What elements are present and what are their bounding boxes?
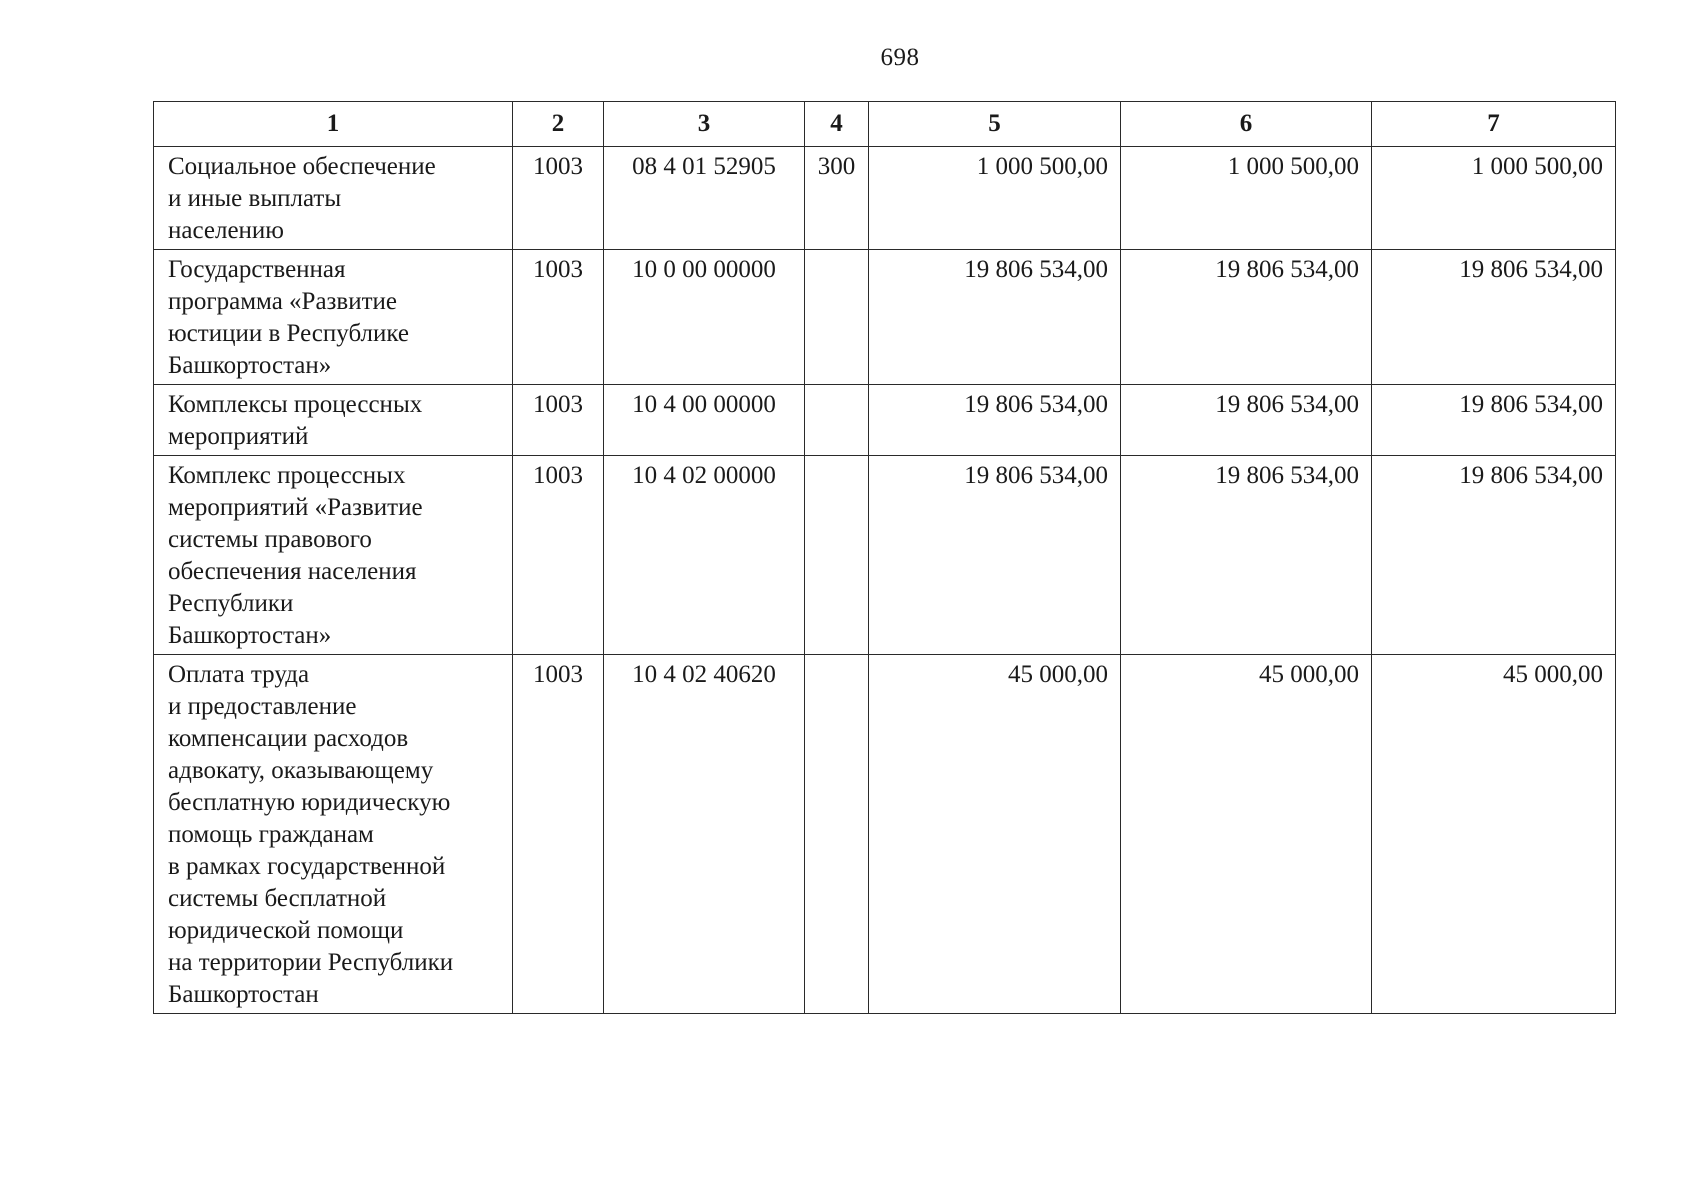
row-value-col5: 19 806 534,00 [869,456,1121,655]
header-col-2: 2 [513,102,604,147]
table-row [154,147,1616,250]
row-value-col6: 1 000 500,00 [1121,147,1372,250]
table-row [154,385,1616,456]
row-description [154,456,513,655]
row-description [154,250,513,385]
description-line: Башкортостан» [168,622,332,649]
description-line: мероприятий «Развитие [168,494,423,521]
row-section-code: 1003 [513,250,604,385]
description-line: обеспечения населения [168,558,417,585]
description-line: Комплекс процессных [168,462,406,489]
description-line: Республики [168,590,294,617]
header-col-4: 4 [805,102,869,147]
row-expense-kind [805,250,869,385]
row-target-code: 10 0 00 00000 [604,250,805,385]
row-expense-kind [805,385,869,456]
row-target-code: 10 4 00 00000 [604,385,805,456]
row-value-col5: 45 000,00 [869,655,1121,1014]
row-value-col7: 1 000 500,00 [1372,147,1616,250]
table-row [154,655,1616,1014]
description-line: Комплексы процессных [168,391,423,418]
row-target-code: 10 4 02 00000 [604,456,805,655]
header-col-7: 7 [1372,102,1616,147]
description-line: бесплатную юридическую [168,789,451,816]
row-value-col6: 19 806 534,00 [1121,456,1372,655]
row-target-code: 10 4 02 40620 [604,655,805,1014]
description-line: программа «Развитие [168,288,398,315]
description-line: системы бесплатной [168,885,387,912]
row-value-col6: 45 000,00 [1121,655,1372,1014]
row-description [154,385,513,456]
description-line: и иные выплаты [168,185,342,212]
row-value-col7: 19 806 534,00 [1372,385,1616,456]
description-line: компенсации расходов [168,725,409,752]
page-number: 698 [880,44,920,71]
table-row [154,250,1616,385]
row-value-col7: 19 806 534,00 [1372,250,1616,385]
description-line: юридической помощи [168,917,404,944]
row-value-col5: 19 806 534,00 [869,250,1121,385]
description-line: Башкортостан [168,981,319,1008]
row-value-col7: 19 806 534,00 [1372,456,1616,655]
description-line: мероприятий [168,423,309,450]
row-section-code: 1003 [513,147,604,250]
row-expense-kind: 300 [805,147,869,250]
row-value-col6: 19 806 534,00 [1121,385,1372,456]
header-row [154,102,1616,147]
row-value-col5: 1 000 500,00 [869,147,1121,250]
row-expense-kind [805,655,869,1014]
row-description [154,655,513,1014]
header-col-6: 6 [1121,102,1372,147]
header-col-5: 5 [869,102,1121,147]
description-line: и предоставление [168,693,357,720]
description-line: Оплата труда [168,661,310,688]
description-line: юстиции в Республике [168,320,410,347]
description-line: Государственная [168,256,346,283]
row-value-col7: 45 000,00 [1372,655,1616,1014]
description-line: Башкортостан» [168,352,332,379]
row-expense-kind [805,456,869,655]
row-section-code: 1003 [513,385,604,456]
description-line: системы правового [168,526,372,553]
row-description [154,147,513,250]
description-line: помощь гражданам [168,821,374,848]
table-row [154,456,1616,655]
row-value-col5: 19 806 534,00 [869,385,1121,456]
row-value-col6: 19 806 534,00 [1121,250,1372,385]
table-body [154,147,1616,1014]
budget-table [153,101,1616,1014]
description-line: Социальное обеспечение [168,153,436,180]
row-section-code: 1003 [513,456,604,655]
description-line: на территории Республики [168,949,454,976]
row-section-code: 1003 [513,655,604,1014]
header-col-1: 1 [154,102,513,147]
header-col-3: 3 [604,102,805,147]
row-target-code: 08 4 01 52905 [604,147,805,250]
description-line: в рамках государственной [168,853,446,880]
description-line: населению [168,217,284,244]
description-line: адвокату, оказывающему [168,757,434,784]
